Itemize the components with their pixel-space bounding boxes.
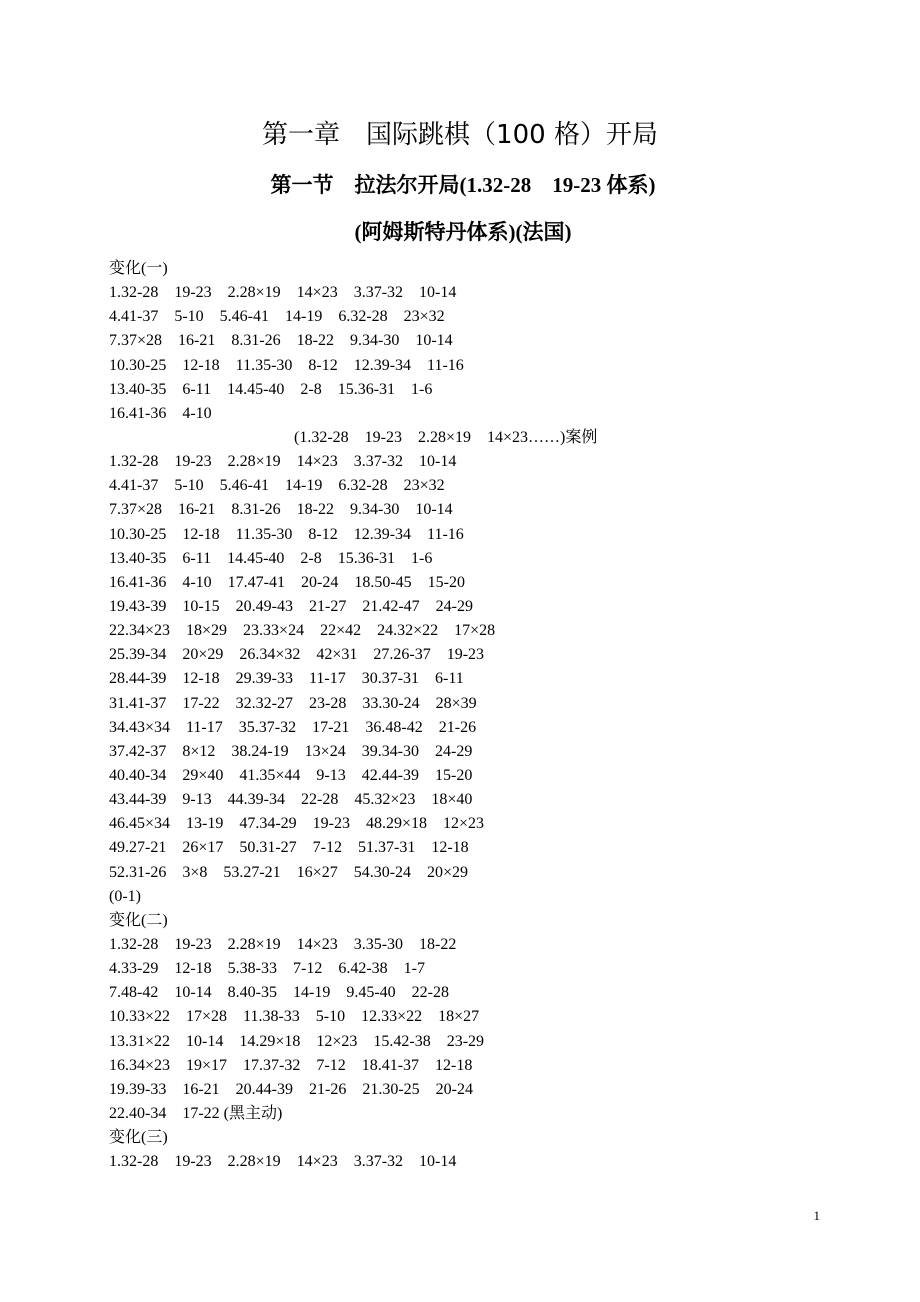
move-line: 16.41-36 4-10 bbox=[109, 404, 212, 422]
move-line: 22.34×23 18×29 23.33×24 22×42 24.32×22 17×28 bbox=[109, 622, 496, 640]
chapter-title: 第一章 国际跳棋（100 格）开局 bbox=[262, 120, 658, 150]
page-number: 1 bbox=[813, 1208, 820, 1223]
section-subtitle: (阿姆斯特丹体系)(法国) bbox=[354, 220, 572, 244]
move-line: 4.41-37 5-10 5.46-41 14-19 6.32-28 23×32 bbox=[109, 477, 445, 495]
move-line: 25.39-34 20×29 26.34×32 42×31 27.26-37 19-23 bbox=[109, 646, 485, 664]
move-line: 7.48-42 10-14 8.40-35 14-19 9.45-40 22-28 bbox=[109, 984, 449, 1002]
move-line: 22.40-34 17-22 (黑主动) bbox=[109, 1104, 283, 1122]
move-line: 1.32-28 19-23 2.28×19 14×23 3.37-32 10-14 bbox=[109, 453, 457, 471]
section-title: 第一节 拉法尔开局(1.32-28 19-23 体系) bbox=[270, 173, 656, 197]
move-line: 1.32-28 19-23 2.28×19 14×23 3.37-32 10-14 bbox=[109, 1153, 457, 1171]
move-line: 1.32-28 19-23 2.28×19 14×23 3.35-30 18-22 bbox=[109, 935, 457, 953]
move-line: 13.31×22 10-14 14.29×18 12×23 15.42-38 23-29 bbox=[109, 1032, 485, 1050]
move-line: 52.31-26 3×8 53.27-21 16×27 54.30-24 20×29 bbox=[109, 863, 469, 881]
move-line: 7.37×28 16-21 8.31-26 18-22 9.34-30 10-14 bbox=[109, 501, 453, 519]
move-list bbox=[109, 257, 829, 1174]
move-line: 46.45×34 13-19 47.34-29 19-23 48.29×18 12×23 bbox=[109, 815, 485, 833]
move-line: 4.41-37 5-10 5.46-41 14-19 6.32-28 23×32 bbox=[109, 308, 445, 326]
move-line: 7.37×28 16-21 8.31-26 18-22 9.34-30 10-14 bbox=[109, 332, 453, 350]
move-line: 19.43-39 10-15 20.49-43 21-27 21.42-47 24-29 bbox=[109, 597, 473, 615]
move-line: 16.34×23 19×17 17.37-32 7-12 18.41-37 12-18 bbox=[109, 1056, 473, 1074]
move-line: 43.44-39 9-13 44.39-34 22-28 45.32×23 18×40 bbox=[109, 791, 473, 809]
move-line: 31.41-37 17-22 32.32-27 23-28 33.30-24 28×39 bbox=[109, 694, 477, 712]
move-line: 28.44-39 12-18 29.39-33 11-17 30.37-31 6-11 bbox=[109, 670, 464, 688]
variation-heading-2: 变化(二) bbox=[109, 911, 168, 929]
move-line: 16.41-36 4-10 17.47-41 20-24 18.50-45 15-20 bbox=[109, 573, 465, 591]
move-line: 13.40-35 6-11 14.45-40 2-8 15.36-31 1-6 bbox=[109, 549, 433, 567]
variation-heading-1: 变化(一) bbox=[109, 260, 168, 277]
move-line: 4.33-29 12-18 5.38-33 7-12 6.42-38 1-7 bbox=[109, 960, 425, 978]
move-line: 19.39-33 16-21 20.44-39 21-26 21.30-25 20-24 bbox=[109, 1080, 473, 1098]
move-line: 10.30-25 12-18 11.35-30 8-12 12.39-34 11-16 bbox=[109, 525, 464, 543]
move-line: 13.40-35 6-11 14.45-40 2-8 15.36-31 1-6 bbox=[109, 380, 433, 398]
move-line: 10.33×22 17×28 11.38-33 5-10 12.33×22 18×27 bbox=[109, 1008, 480, 1026]
variation-heading-3: 变化(三) bbox=[109, 1129, 168, 1147]
move-line: 37.42-37 8×12 38.24-19 13×24 39.34-30 24-29 bbox=[109, 742, 473, 760]
example-heading: (1.32-28 19-23 2.28×19 14×23……)案例 bbox=[294, 428, 598, 446]
move-line: 34.43×34 11-17 35.37-32 17-21 36.48-42 21-26 bbox=[109, 718, 477, 736]
move-line: 1.32-28 19-23 2.28×19 14×23 3.37-32 10-14 bbox=[109, 284, 457, 302]
game-result: (0-1) bbox=[109, 887, 141, 905]
move-line: 49.27-21 26×17 50.31-27 7-12 51.37-31 12-18 bbox=[109, 839, 469, 857]
move-line: 40.40-34 29×40 41.35×44 9-13 42.44-39 15-20 bbox=[109, 766, 473, 784]
move-line: 10.30-25 12-18 11.35-30 8-12 12.39-34 11-16 bbox=[109, 356, 464, 374]
